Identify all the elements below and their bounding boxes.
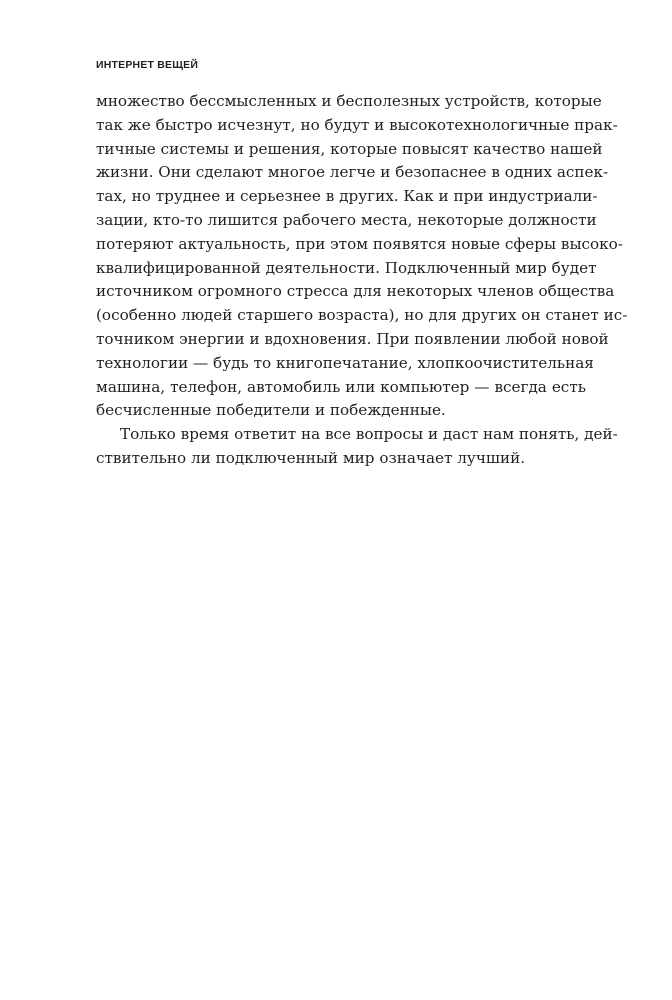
text-line: бесчисленные победители и побежденные. — [96, 401, 446, 420]
text-line: точником энергии и вдохновения. При появлении любой новой — [96, 329, 609, 348]
text-line: квалифицированной деятельности. Подключенный мир будет — [96, 258, 597, 277]
paragraph-1 — [96, 90, 628, 423]
text-line: жизни. Они сделают многое легче и безопаснее в одних аспек- — [96, 163, 609, 182]
text-line: (особенно людей старшего возраста), но для других он станет ис- — [96, 306, 628, 325]
text-line: источником огромного стресса для некоторых членов общества — [96, 282, 615, 301]
body-text — [96, 90, 628, 471]
text-line: тичные системы и решения, которые повысят качество нашей — [96, 139, 603, 158]
text-line: так же быстро исчезнут, но будут и высокотехнологичные прак- — [96, 115, 618, 134]
text-line: технологии — будь то книгопечатание, хлопкоочистительная — [96, 353, 594, 372]
text-line: тах, но труднее и серьезнее в других. Как и при индустриали- — [96, 187, 598, 206]
paragraph-2 — [96, 423, 618, 471]
text-line: множество бессмысленных и бесполезных устройств, которые — [96, 92, 602, 110]
text-line: Только время ответит на все вопросы и даст нам понять, дей- — [120, 425, 618, 444]
text-line: машина, телефон, автомобиль или компьютер — всегда есть — [96, 377, 586, 396]
running-header: ИНТЕРНЕТ ВЕЩЕЙ — [96, 59, 199, 71]
text-line: зации, кто-то лишится рабочего места, некоторые должности — [96, 210, 597, 229]
text-line: потеряют актуальность, при этом появятся новые сферы высоко- — [96, 234, 623, 253]
text-line: ствительно ли подключенный мир означает лучший. — [96, 448, 526, 467]
